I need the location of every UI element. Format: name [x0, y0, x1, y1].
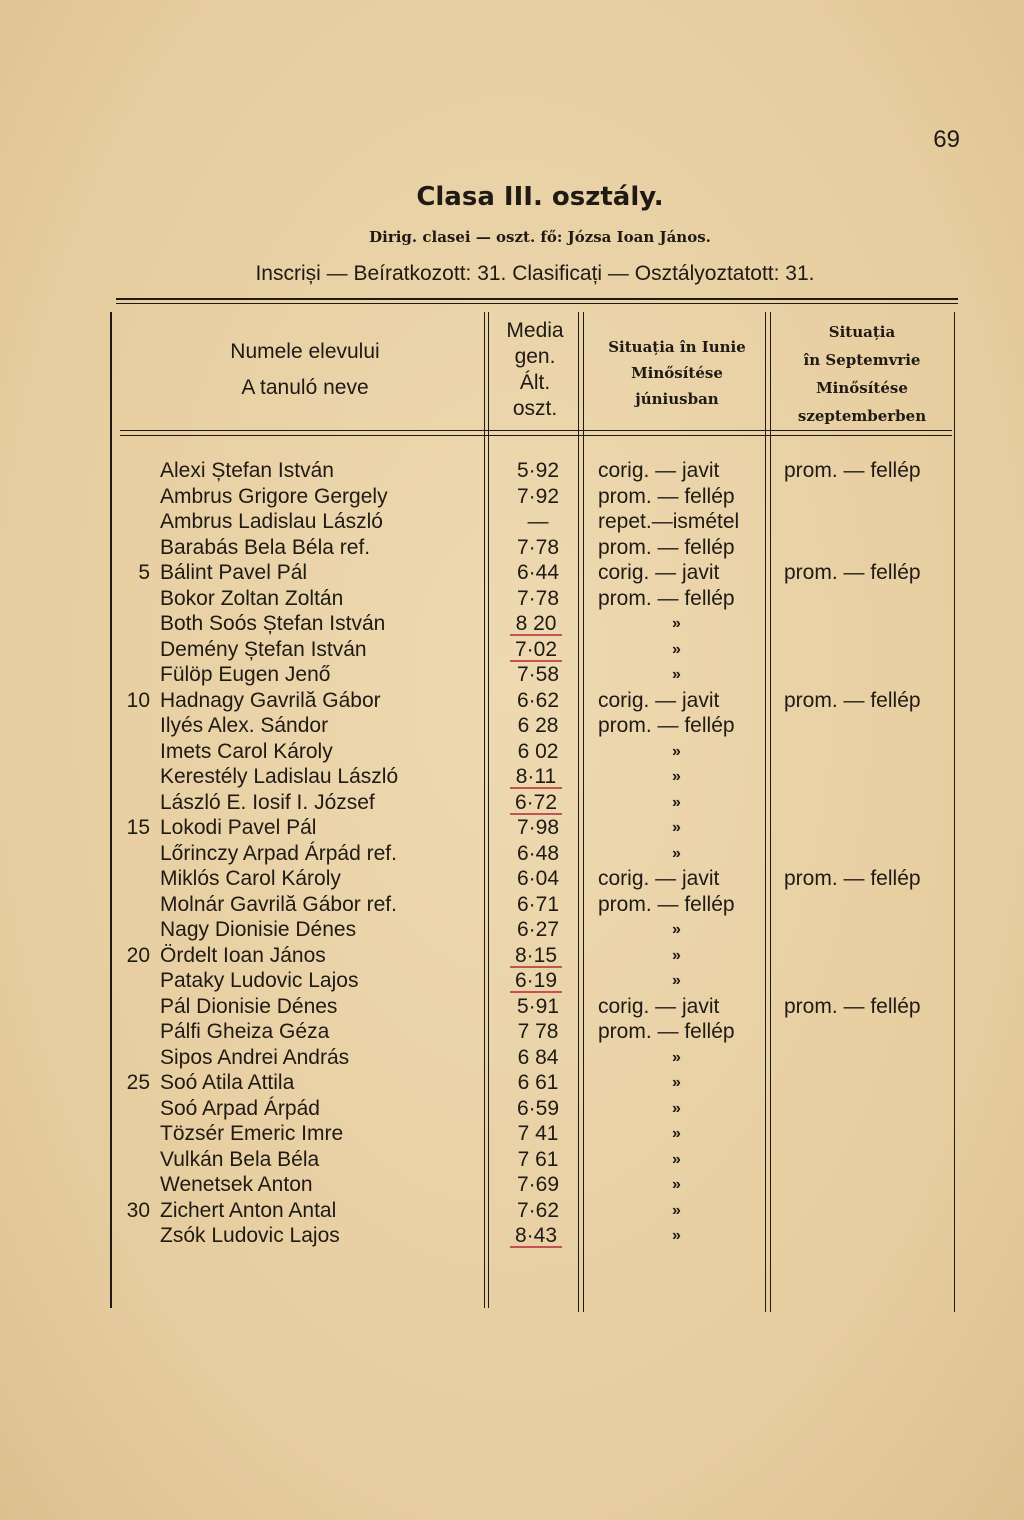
header-media-line-2: gen. [514, 345, 556, 368]
student-name: Ambrus Grigore Gergely [160, 484, 388, 508]
header-name-ro: Numele elevului [230, 340, 380, 363]
header-sept-line-1: Situația [828, 323, 896, 341]
table-row [0, 586, 1024, 612]
table-row [0, 458, 1024, 484]
table-row [0, 688, 1024, 714]
table-row [0, 637, 1024, 663]
student-average: 7 78 [517, 1020, 559, 1043]
june-status: » [672, 1227, 681, 1244]
june-status: prom. — fellép [598, 892, 735, 916]
june-status: » [672, 1125, 681, 1142]
student-number: 25 [126, 1071, 150, 1094]
student-number: 5 [138, 561, 150, 584]
june-status: corig. — javit [598, 688, 720, 712]
june-status: » [672, 1150, 681, 1168]
student-average: 5·91 [516, 994, 560, 1018]
student-average: 6·59 [516, 1096, 560, 1120]
student-average: 7·92 [516, 484, 560, 508]
student-average: — [527, 510, 549, 533]
student-name: Barabás Bela Béla ref. [160, 535, 371, 559]
student-name: Lőrinczy Arpad Árpád ref. [160, 841, 397, 865]
student-average: 8·11 [510, 766, 562, 789]
student-average: 6 02 [517, 739, 559, 763]
june-status: corig. — javit [598, 459, 720, 482]
table-row [0, 560, 1024, 586]
table-top-rule-2 [116, 303, 958, 304]
header-name-hu: A tanuló neve [241, 376, 369, 399]
table-row [0, 1223, 1024, 1249]
header-media-line-1: Media [506, 319, 564, 342]
student-average: 6·72 [510, 792, 562, 815]
student-name: Fülöp Eugen Jenő [160, 663, 331, 686]
june-status: » [672, 1201, 681, 1219]
student-name: Pálfi Gheiza Géza [160, 1020, 330, 1043]
table-row [0, 866, 1024, 892]
student-average: 7 61 [517, 1147, 559, 1171]
student-name: Tözsér Emeric Imre [160, 1122, 344, 1145]
june-status: corig. — javit [598, 867, 720, 890]
student-average: 8·43 [510, 1225, 562, 1248]
header-sept-line-4: szeptemberben [797, 407, 927, 425]
student-name: Wenetsek Anton [160, 1173, 313, 1196]
table-row [0, 1121, 1024, 1147]
student-name: Alexi Ștefan István [160, 459, 334, 482]
student-number: 10 [126, 688, 150, 712]
september-status: prom. — fellép [784, 561, 921, 584]
student-name: Kerestély Ladislau László [160, 765, 399, 788]
student-name: Nagy Dionisie Dénes [160, 918, 357, 941]
student-average: 7·02 [510, 639, 562, 662]
student-average: 6 28 [517, 714, 559, 737]
student-average: 7·69 [516, 1173, 560, 1196]
student-average: 6·71 [516, 892, 560, 916]
june-status: repet.—ismétel [598, 510, 740, 533]
student-name: Bokor Zoltan Zoltán [160, 586, 344, 610]
student-average: 6·62 [516, 688, 560, 712]
table-header-rule-2 [120, 435, 952, 436]
header-name [150, 334, 460, 406]
header-media-line-4: oszt. [512, 397, 558, 420]
student-average: 6·04 [516, 867, 560, 890]
student-name: Zichert Anton Antal [160, 1198, 337, 1222]
student-average: 8 20 [510, 613, 562, 636]
june-status: » [672, 793, 681, 811]
table-row [0, 815, 1024, 841]
header-media-line-3: Ált. [519, 371, 551, 394]
table-top-rule [116, 298, 958, 300]
student-average: 8·15 [510, 945, 562, 968]
june-status: » [672, 768, 681, 785]
table-row [0, 611, 1024, 637]
table-row [0, 713, 1024, 739]
september-status: prom. — fellép [784, 994, 921, 1018]
student-average: 7·98 [516, 816, 560, 839]
table-row [0, 484, 1024, 510]
table-row [0, 739, 1024, 765]
header-sept-line-2: în Septemvrie [803, 351, 921, 369]
june-status: » [672, 1048, 681, 1066]
june-status: prom. — fellép [598, 1020, 735, 1043]
student-average: 5·92 [516, 459, 560, 482]
student-name: Miklós Carol Károly [160, 867, 341, 890]
june-status: corig. — javit [598, 994, 720, 1018]
student-name: Pataky Ludovic Lajos [160, 969, 359, 992]
student-average: 7 41 [517, 1122, 559, 1145]
header-iunie-line-2: Minősítése [631, 364, 723, 382]
june-status: » [672, 640, 681, 658]
header-septemvrie [772, 318, 952, 430]
student-name: Ambrus Ladislau László [160, 510, 383, 533]
table-row [0, 790, 1024, 816]
student-average: 7·62 [516, 1198, 560, 1222]
table-row [0, 1198, 1024, 1224]
enrollment-line: Inscriși — Beíratkozott: 31. Clasificați — Osztályoztatott: 31. [255, 262, 815, 285]
september-status: prom. — fellép [784, 867, 921, 890]
table-row [0, 917, 1024, 943]
class-master-line: Dirig. clasei — oszt. fő: Józsa Ioan János. [369, 228, 711, 246]
table-row [0, 662, 1024, 688]
september-status: prom. — fellép [784, 459, 921, 482]
student-number: 20 [126, 943, 150, 967]
student-name: Bálint Pavel Pál [160, 561, 308, 584]
student-name: Sipos Andrei András [160, 1045, 350, 1069]
june-status: corig. — javit [598, 561, 720, 584]
student-average: 6 84 [517, 1045, 559, 1069]
june-status: prom. — fellép [598, 484, 735, 508]
table-row [0, 841, 1024, 867]
june-status: » [672, 946, 681, 964]
june-status: » [672, 1176, 681, 1193]
student-name: László E. Iosif I. József [160, 790, 375, 814]
june-status: » [672, 666, 681, 683]
table-row [0, 1172, 1024, 1198]
table-row [0, 509, 1024, 535]
june-status: prom. — fellép [598, 535, 735, 559]
student-rows [0, 458, 1024, 1249]
student-number: 15 [126, 816, 150, 839]
student-name: Ördelt Ioan János [160, 943, 326, 967]
student-name: Molnár Gavrilă Gábor ref. [160, 892, 397, 916]
student-average: 6·19 [510, 970, 562, 993]
student-name: Pál Dionisie Dénes [160, 994, 338, 1018]
header-iunie-line-1: Situația în Iunie [608, 338, 746, 356]
student-name: Imets Carol Károly [160, 739, 333, 763]
table-row [0, 1070, 1024, 1096]
june-status: » [672, 844, 681, 862]
student-average: 7·58 [516, 663, 560, 686]
table-row [0, 1147, 1024, 1173]
student-name: Vulkán Bela Béla [160, 1147, 320, 1171]
student-name: Soó Atila Attila [160, 1071, 295, 1094]
student-number: 30 [126, 1198, 150, 1222]
june-status: » [672, 1074, 681, 1091]
student-average: 6·44 [516, 561, 560, 584]
september-status: prom. — fellép [784, 688, 921, 712]
page-title: Clasa III. osztály. [416, 182, 664, 212]
student-name: Zsók Ludovic Lajos [160, 1224, 340, 1247]
table-header-rule [120, 430, 952, 431]
table-row [0, 1096, 1024, 1122]
student-average: 6 61 [517, 1071, 559, 1094]
table-row [0, 968, 1024, 994]
student-average: 7·78 [516, 535, 560, 559]
table-row [0, 943, 1024, 969]
june-status: » [672, 742, 681, 760]
header-iunie-line-3: júniusban [635, 390, 719, 408]
student-name: Ilyés Alex. Sándor [160, 714, 329, 737]
june-status: » [672, 615, 681, 632]
table-row [0, 994, 1024, 1020]
page-number: 69 [933, 126, 960, 153]
student-average: 7·78 [516, 586, 560, 610]
header-sept-line-3: Minősítése [816, 379, 908, 397]
student-name: Lokodi Pavel Pál [160, 816, 317, 839]
table-row [0, 535, 1024, 561]
june-status: prom. — fellép [598, 714, 735, 737]
student-name: Soó Arpad Árpád [160, 1096, 320, 1120]
student-name: Demény Ștefan István [160, 637, 367, 661]
table-row [0, 1019, 1024, 1045]
header-media [490, 318, 580, 422]
june-status: prom. — fellép [598, 586, 735, 610]
june-status: » [672, 972, 681, 989]
table-row [0, 892, 1024, 918]
student-average: 6·48 [516, 841, 560, 865]
table-row [0, 1045, 1024, 1071]
student-name: Hadnagy Gavrilă Gábor [160, 688, 381, 712]
june-status: » [672, 819, 681, 836]
student-average: 6·27 [516, 918, 560, 941]
student-name: Both Soós Ștefan István [160, 612, 386, 635]
table-row [0, 764, 1024, 790]
june-status: » [672, 1099, 681, 1117]
header-iunie [588, 334, 766, 412]
june-status: » [672, 921, 681, 938]
